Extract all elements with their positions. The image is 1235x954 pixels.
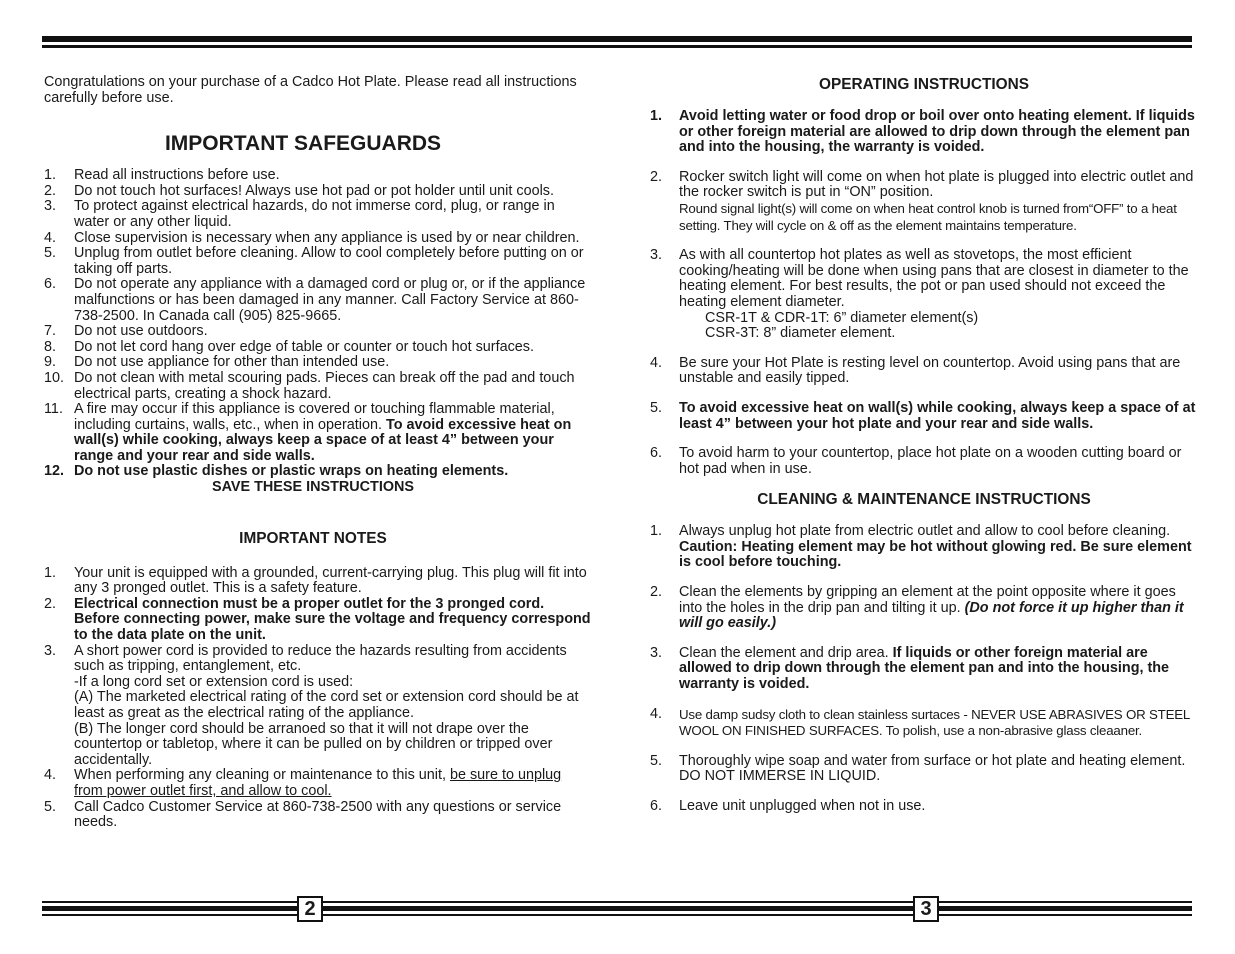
list-item xyxy=(44,371,592,402)
item-text: Close supervision is necessary when any appliance is used by or near children. xyxy=(74,229,580,246)
list-item xyxy=(44,644,592,769)
item-text: Do not clean with metal scouring pads. Pieces can break off the pad and touch electrical parts, creating a shock hazard. xyxy=(74,369,575,402)
list-item xyxy=(44,324,592,340)
item-text-line: (B) The longer cord should be arranoed so that it will not drape over the countertop or tabletop, where it can be pulled on by children or tripped over accidentally. xyxy=(74,720,553,768)
item-bold-text: Avoid letting water or food drop or boil over onto heating element. If liquids or other foreign material are allowed to drip down through the element pan and into the housing, the warranty is voided. xyxy=(679,108,1195,156)
item-number: 9. xyxy=(44,354,57,371)
item-text: Read all instructions before use. xyxy=(74,167,280,184)
list-item xyxy=(44,597,592,644)
list-item xyxy=(650,646,1198,693)
item-number: 6. xyxy=(650,798,663,814)
page-number-right: 3 xyxy=(913,896,939,922)
cleaning-title: CLEANING & MAINTENANCE INSTRUCTIONS xyxy=(757,491,1091,509)
intro-paragraph: Congratulations on your purchase of a Cadco Hot Plate. Please read all instructions carefully before use. xyxy=(44,74,577,106)
item-text: When performing any cleaning or maintenance to this unit, xyxy=(74,767,446,784)
item-number: 4. xyxy=(44,229,57,246)
list-item xyxy=(44,184,592,200)
item-text-line: -If a long cord set or extension cord is used: xyxy=(74,673,354,690)
item-number: 6. xyxy=(44,276,57,293)
item-text: Always unplug hot plate from electric outlet and allow to cool before cleaning. xyxy=(679,523,1171,540)
list-item xyxy=(44,464,592,480)
item-number: 7. xyxy=(44,323,57,340)
bottom-rule-thin-lower xyxy=(42,914,1192,916)
item-text: To protect against electrical hazards, do not immerse cord, plug, or range in water or any other liquid. xyxy=(74,198,555,230)
left-page xyxy=(44,75,592,831)
list-item xyxy=(650,356,1198,387)
item-number: 5. xyxy=(44,245,57,262)
page-number-left: 2 xyxy=(297,896,323,922)
item-number: 5. xyxy=(650,399,663,416)
list-item xyxy=(44,800,592,831)
item-number: 1. xyxy=(44,564,57,581)
item-text: Leave unit unplugged when not in use. xyxy=(679,798,926,814)
item-text: Rocker switch light will come on when hot plate is plugged into electric outlet and the rocker switch is put in “ON” position. xyxy=(679,168,1194,201)
list-item xyxy=(44,355,592,371)
item-number: 10. xyxy=(44,369,65,386)
item-text: Do not operate any appliance with a damaged cord or plug or, or if the appliance malfunctions or has been damaged in any manner. Call Factory Service at 860-738-2500. In Canada call (905) 825-9665. xyxy=(74,276,586,324)
item-text: A fire may occur if this appliance is covered or touching flammable material, including curtains, walls, etc., when in operation. xyxy=(74,401,555,433)
item-number: 2. xyxy=(650,584,663,601)
item-number: 11. xyxy=(44,401,63,418)
element-spec-line: CSR-3T: 8” diameter element. xyxy=(705,325,896,342)
notes-list xyxy=(44,566,592,831)
right-page xyxy=(650,76,1198,829)
cleaning-list xyxy=(650,524,1198,814)
list-item xyxy=(650,754,1198,785)
item-text: Unplug from outlet before cleaning. Allow to cool completely before putting on or taking off parts. xyxy=(74,245,584,277)
item-text: To avoid harm to your countertop, place hot plate on a wooden cutting board or hot pad when in use. xyxy=(679,445,1182,477)
item-small-text: Round signal light(s) will come on when heat control knob is turned from“OFF” to a heat setting. They will cycle on & off as the element maintains temperature. xyxy=(679,200,1177,233)
item-text: Do not touch hot surfaces! Always use hot pad or pot holder until unit cools. xyxy=(74,182,554,199)
bottom-rule-thick xyxy=(42,906,1192,911)
item-number: 2. xyxy=(44,182,57,199)
item-text: Thoroughly wipe soap and water from surface or hot plate and heating element. xyxy=(679,752,1186,769)
notes-title: IMPORTANT NOTES xyxy=(239,529,387,547)
item-text: Clean the element and drip area. xyxy=(679,644,889,661)
item-text-line: (A) The marketed electrical rating of the cord set or extension cord should be at least as great as the electrical rating of the appliance. xyxy=(74,689,579,721)
list-item xyxy=(44,199,592,230)
list-item xyxy=(44,768,592,799)
item-bold-text: To avoid excessive heat on wall(s) while cooking, always keep a space of at least 4” between your range and your rear and side walls. xyxy=(74,416,572,464)
item-number: 3. xyxy=(44,198,57,215)
item-small-text: Use damp sudsy cloth to clean stainless surtaces - NEVER USE ABRASIVES OR STEEL WOOL ON FINISHED SURFACES. To polish, use a non-abrasive glass cleaaner. xyxy=(679,706,1190,739)
item-number: 8. xyxy=(44,338,57,355)
top-rule-thick xyxy=(42,36,1192,42)
list-item xyxy=(650,109,1198,156)
item-underlined-text: be sure to unplug from power outlet first, and allow to cool. xyxy=(74,767,562,799)
item-bold-italic-text: (Do not force it up higher than it will go easily.) xyxy=(679,599,1184,632)
list-item xyxy=(650,446,1198,477)
item-text: As with all countertop hot plates as well as stovetops, the most efficient cooking/heating will be done when using pans that are closest in diameter to the heating element. For best results, the pot or pan used should not exceed the heating element diameter. xyxy=(679,247,1189,310)
operating-list xyxy=(650,109,1198,477)
item-number: 5. xyxy=(650,752,663,769)
list-item xyxy=(44,277,592,324)
item-number: 4. xyxy=(650,354,663,371)
item-number: 2. xyxy=(650,168,663,185)
list-item xyxy=(44,340,592,356)
item-number: 2. xyxy=(44,595,57,612)
top-rule-thin xyxy=(42,45,1192,48)
item-number: 3. xyxy=(650,644,663,661)
item-text: Do not let cord hang over edge of table or counter or touch hot surfaces. xyxy=(74,338,534,355)
item-text: Do not use appliance for other than intended use. xyxy=(74,354,390,371)
item-text: Your unit is equipped with a grounded, current-carrying plug. This plug will fit into any 3 pronged outlet. This is a safety feature. xyxy=(74,564,587,597)
item-text: A short power cord is provided to reduce the hazards resulting from accidents such as tripping, entanglement, etc. xyxy=(74,642,567,675)
list-item xyxy=(650,799,1198,815)
item-text-line: DO NOT IMMERSE IN LIQUID. xyxy=(679,768,881,785)
item-number: 1. xyxy=(650,108,663,124)
item-bold-text: Electrical connection must be a proper outlet for the 3 pronged cord. Before connecting power, make sure the voltage and frequency correspond to the data plate on the unit. xyxy=(74,595,591,644)
item-number: 3. xyxy=(650,247,663,264)
list-item xyxy=(44,566,592,597)
bottom-rule-thin-upper xyxy=(42,901,1192,903)
item-text: Clean the elements by gripping an element at the point opposite where it goes into the holes in the drip pan and tilting it up. xyxy=(679,584,1176,616)
item-number: 1. xyxy=(650,523,663,540)
list-item xyxy=(44,246,592,277)
safeguards-title: IMPORTANT SAFEGUARDS xyxy=(164,132,442,156)
item-number: 5. xyxy=(44,798,57,815)
item-bold-text: Caution: Heating element may be hot without glowing red. Be sure element is cool before touching. xyxy=(679,538,1192,571)
save-instructions-heading: SAVE THESE INSTRUCTIONS xyxy=(211,479,415,496)
item-text: Call Cadco Customer Service at 860-738-2500 with any questions or service needs. xyxy=(74,798,562,831)
item-number: 6. xyxy=(650,445,663,462)
item-number: 3. xyxy=(44,642,57,659)
list-item xyxy=(650,707,1198,740)
item-number: 4. xyxy=(650,705,663,722)
operating-title: OPERATING INSTRUCTIONS xyxy=(818,76,1030,93)
item-bold-text: To avoid excessive heat on wall(s) while cooking, always keep a space of at least 4” between your hot plate and your rear and side walls. xyxy=(679,399,1196,432)
list-item xyxy=(44,231,592,247)
safeguards-list xyxy=(44,168,592,480)
list-item xyxy=(650,585,1198,632)
item-bold-text: If liquids or other foreign material are allowed to drip down through the element pan and into the housing, the warranty is voided. xyxy=(679,644,1170,693)
item-number: 1. xyxy=(44,167,57,184)
list-item xyxy=(44,168,592,184)
item-text: Be sure your Hot Plate is resting level on countertop. Avoid using pans that are unstable and easily tipped. xyxy=(679,354,1181,387)
list-item xyxy=(650,401,1198,432)
item-number: 12. xyxy=(44,463,65,480)
list-item xyxy=(650,170,1198,234)
item-text: Do not use outdoors. xyxy=(74,323,208,340)
item-bold-text: Do not use plastic dishes or plastic wraps on heating elements. xyxy=(74,463,509,480)
list-item xyxy=(650,248,1198,342)
list-item xyxy=(650,524,1198,571)
item-number: 4. xyxy=(44,767,57,784)
list-item xyxy=(44,402,592,464)
element-spec-line: CSR-1T & CDR-1T: 6” diameter element(s) xyxy=(705,309,979,326)
